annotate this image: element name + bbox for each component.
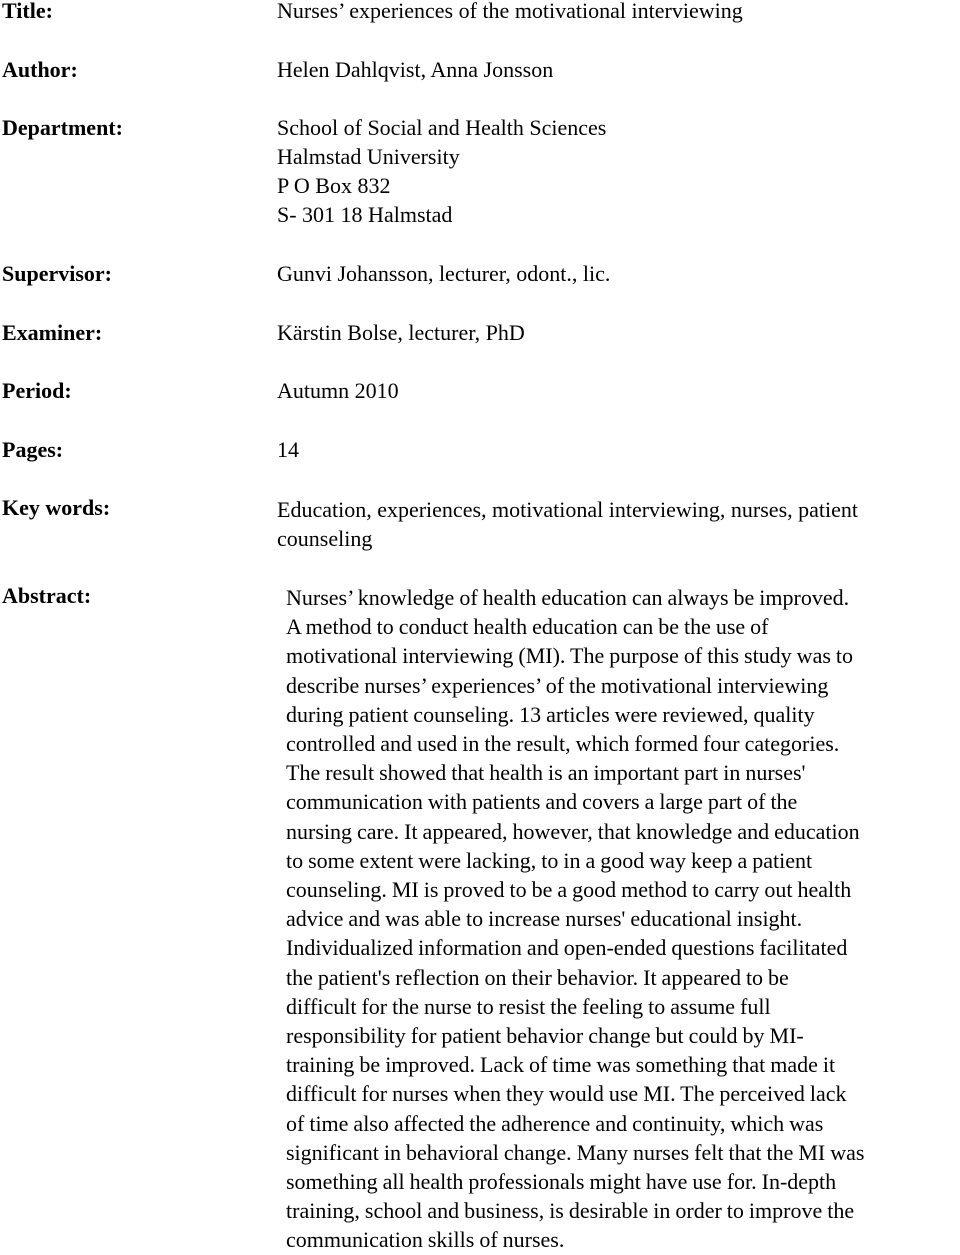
department-line: P O Box 832 [277,173,391,198]
period-label [2,376,72,405]
department-line: S- 301 18 Halmstad [277,202,453,227]
author-value: Helen Dahlqvist, Anna Jonsson [277,57,554,82]
examiner-value: Kärstin Bolse, lecturer, PhD [277,320,525,345]
title-label: Title: [2,0,53,23]
pages-value: 14 [277,437,299,462]
supervisor-value: Gunvi Johansson, lecturer, odont., lic. [277,261,611,286]
department-line: School of Social and Health Sciences [277,115,607,140]
period-value: Autumn 2010 [277,378,399,403]
pages-label: Pages: [2,437,64,462]
department-value [277,113,606,229]
examiner-label: Examiner: [2,320,103,345]
abstract-text: Nurses’ knowledge of health education can always be improved. A method to conduct health education can be the use of motivational interviewing (MI). The purpose of this study was to describe nurses’ experiences’ of the motivational interviewing during patient counseling. 13 articles were reviewed, quality controlled and used in the result, which formed four categories. The result showed that health is an important part in nurses' communication with patients and covers a large part of the nursing care. It appeared, however, that knowledge and education to some extent were lacking, to in a good way keep a patient counseling. MI is proved to be a good method to carry out health advice and was able to increase nurses' educational insight. Individualized information and open-ended questions facilitated the patient's reflection on their behavior. It appeared to be difficult for the nurse to resist the feeling to assume full responsibility for patient behavior change but could by MI- training be improved. Lack of time was something that made it difficult for nurses when they would use MI. The perceived lack of time also affected the adherence and continuity, which was significant in behavioral change. Many nurses felt that the MI was something all health professionals might have use for. In-depth training, school and business, is desirable in order to improve the communication skills of nurses. [286,585,865,1253]
keywords-value: Education, experiences, motivational interviewing, nurses, patient counseling [277,497,858,551]
abstract-label: Abstract: [2,583,92,608]
title-value: Nurses’ experiences of the motivational interviewing [277,0,743,23]
author-label: Author: [2,57,78,82]
department-line: Halmstad University [277,144,460,169]
period-label-text: Period: [2,378,72,403]
department-label: Department: [2,115,123,140]
keywords-label: Key words: [2,495,111,520]
supervisor-label: Supervisor: [2,261,112,286]
